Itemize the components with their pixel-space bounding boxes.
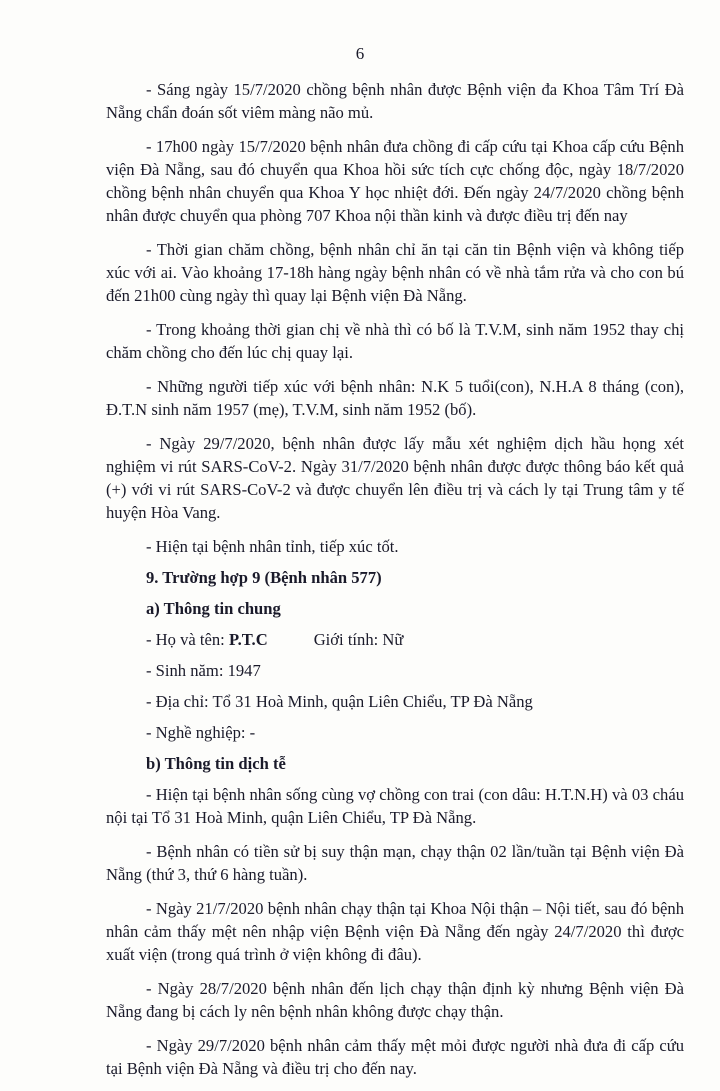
paragraph: - 17h00 ngày 15/7/2020 bệnh nhân đưa chồng đi cấp cứu tại Khoa cấp cứu Bệnh viện Đà Nẵng, sau đó chuyển qua Khoa hồi sức tích cực chống độc, ngày 18/7/2020 chồng bệnh nhân chuyển qua Khoa Y học nhiệt đới. Đến ngày 24/7/2020 chồng bệnh nhân được chuyển qua phòng 707 Khoa nội thần kinh và được điều trị đến nay <box>106 137 684 225</box>
paragraph: - Ngày 29/7/2020, bệnh nhân được lấy mẫu xét nghiệm dịch hầu họng xét nghiệm vi rút SARS-CoV-2. Ngày 31/7/2020 bệnh nhân được được thông báo kết quả (+) với vi rút SARS-CoV-2 và được chuyển lên điều trị và cách ly tại Trung tâm y tế huyện Hòa Vang. <box>106 434 684 522</box>
paragraph: - Hiện tại bệnh nhân sống cùng vợ chồng con trai (con dâu: H.T.N.H) và 03 cháu nội tại Tổ 31 Hoà Minh, quận Liên Chiểu, TP Đà Nẵng. <box>106 785 684 827</box>
address: - Địa chỉ: Tổ 31 Hoà Minh, quận Liên Chiểu, TP Đà Nẵng <box>146 692 533 711</box>
birth-year: - Sinh năm: 1947 <box>146 661 261 680</box>
document-body <box>106 78 684 1091</box>
name-value: P.T.C <box>228 630 268 649</box>
paragraph: - Ngày 21/7/2020 bệnh nhân chạy thận tại Khoa Nội thận – Nội tiết, sau đó bệnh nhân cảm thấy mệt nên nhập viện Bệnh viện Đà Nẵng đến ngày 24/7/2020 thì được xuất viện (trong quá trình ở viện không đi đâu). <box>106 899 684 964</box>
paragraph: - Bệnh nhân có tiền sử bị suy thận mạn, chạy thận 02 lần/tuần tại Bệnh viện Đà Nẵng (thứ 3, thứ 6 hàng tuần). <box>106 842 684 884</box>
paragraph: - Ngày 29/7/2020 bệnh nhân cảm thấy mệt mỏi được người nhà đưa đi cấp cứu tại Bệnh viện Đà Nẵng và điều trị cho đến nay. <box>106 1036 684 1078</box>
section-heading-general: a) Thông tin chung <box>146 599 281 618</box>
paragraph: - Trong khoảng thời gian chị về nhà thì có bố là T.V.M, sinh năm 1952 thay chị chăm chồng cho đến lúc chị quay lại. <box>106 320 684 362</box>
paragraph: - Ngày 28/7/2020 bệnh nhân đến lịch chạy thận định kỳ nhưng Bệnh viện Đà Nẵng đang bị cách ly nên bệnh nhân không được chạy thận. <box>106 979 684 1021</box>
section-heading-epidemiology: b) Thông tin dịch tễ <box>146 754 286 773</box>
paragraph: - Hiện tại bệnh nhân tỉnh, tiếp xúc tốt. <box>146 537 399 556</box>
name-line <box>106 628 684 651</box>
name-label: - Họ và tên: <box>146 630 229 649</box>
case-heading: 9. Trường hợp 9 (Bệnh nhân 577) <box>146 568 382 587</box>
gender-text: Giới tính: Nữ <box>313 630 404 649</box>
occupation: - Nghề nghiệp: - <box>146 723 256 742</box>
page-number: 6 <box>355 44 365 63</box>
paragraph: - Sáng ngày 15/7/2020 chồng bệnh nhân được Bệnh viện đa Khoa Tâm Trí Đà Nẵng chẩn đoán sốt viêm màng não mủ. <box>106 80 684 122</box>
paragraph: - Những người tiếp xúc với bệnh nhân: N.K 5 tuổi(con), N.H.A 8 tháng (con), Đ.T.N sinh năm 1957 (mẹ), T.V.M, sinh năm 1952 (bố). <box>106 377 684 419</box>
paragraph: - Thời gian chăm chồng, bệnh nhân chỉ ăn tại căn tin Bệnh viện và không tiếp xúc với ai. Vào khoảng 17-18h hàng ngày bệnh nhân có về nhà tắm rửa và cho con bú đến 21h00 cùng ngày thì quay lại Bệnh viện Đà Nẵng. <box>106 240 684 305</box>
